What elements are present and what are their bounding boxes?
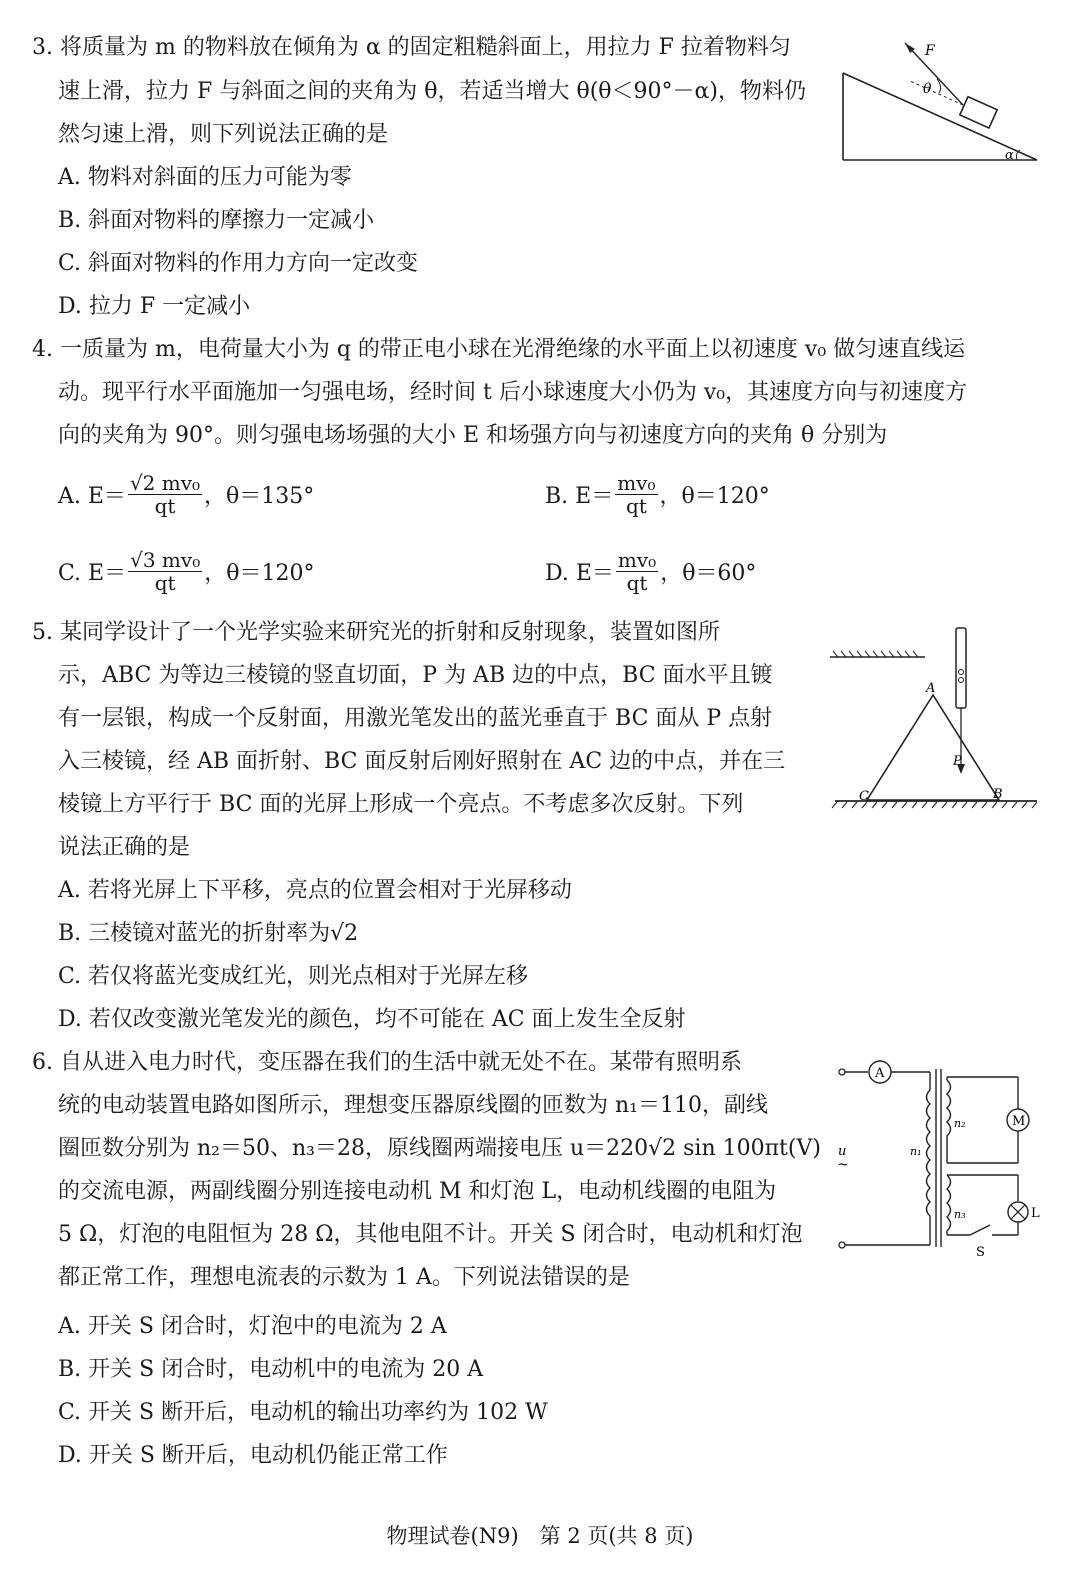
q5-line-5: 棱镜上方平行于 BC 面的光屏上形成一个亮点。不考虑多次反射。下列	[58, 792, 744, 817]
q5-line-3: 有一层银，构成一个反射面，用激光笔发出的蓝光垂直于 BC 面从 P 点射	[58, 706, 773, 731]
q5-line-2: 示，ABC 为等边三棱镜的竖直切面，P 为 AB 边的中点，BC 面水平且镀	[58, 663, 773, 688]
lamp-label: L	[1031, 1206, 1040, 1221]
ac-source-icon: ~	[837, 1157, 849, 1173]
q6-option-b: B. 开关 S 闭合时，电动机中的电流为 20 A	[58, 1357, 484, 1382]
q4-option-c	[58, 549, 314, 594]
q4-option-d-prefix: D. E＝	[545, 561, 614, 586]
q4-option-b-den: qt	[625, 494, 647, 518]
q3-option-b: B. 斜面对物料的摩擦力一定减小	[58, 208, 375, 233]
q4-option-a-fraction	[128, 472, 202, 517]
q4-option-b	[545, 472, 770, 517]
q5-option-a: A. 若将光屏上下平移，亮点的位置会相对于光屏移动	[58, 878, 572, 903]
q4-option-b-num: mv₀	[617, 471, 656, 495]
alpha-label: α	[1005, 148, 1014, 163]
n3-label: n₃	[954, 1208, 966, 1221]
q6-line-2: 统的电动装置电路如图所示，理想变压器原线圈的匝数为 n₁＝110，副线	[58, 1093, 768, 1118]
q3-option-d: D. 拉力 F 一定减小	[58, 294, 251, 319]
q6-line-1: 6. 自从进入电力时代，变压器在我们的生活中就无处不在。某带有照明系	[32, 1050, 742, 1075]
q4-option-d-den: qt	[626, 571, 648, 595]
q4-line-1: 4. 一质量为 m，电荷量大小为 q 的带正电小球在光滑绝缘的水平面上以初速度 v₀ 做匀速直线运	[32, 337, 966, 362]
q4-option-d-fraction	[616, 549, 658, 594]
vertex-c-label: C	[859, 789, 869, 804]
q4-option-b-suffix: ，θ＝120°	[659, 484, 770, 509]
q4-option-c-num: √3 mv₀	[130, 548, 201, 572]
voltage-label: u	[838, 1144, 847, 1159]
q6-line-4: 的交流电源，两副线圈分别连接电动机 M 和灯泡 L，电动机线圈的电阻为	[58, 1179, 777, 1204]
q6-option-a: A. 开关 S 闭合时，灯泡中的电流为 2 A	[58, 1314, 447, 1339]
q4-option-d-num: mv₀	[617, 548, 657, 572]
q5-line-4: 入三棱镜，经 AB 面折射、BC 面反射后刚好照射在 AC 边的中点，并在三	[58, 749, 786, 774]
q4-option-c-prefix: C. E＝	[58, 561, 127, 586]
vertex-b-label: B	[993, 787, 1003, 802]
q4-option-c-suffix: ，θ＝120°	[204, 561, 315, 586]
q4-option-a-den: qt	[154, 494, 176, 518]
q6-option-d: D. 开关 S 断开后，电动机仍能正常工作	[58, 1443, 448, 1468]
switch-label: S	[976, 1245, 985, 1260]
q6-option-c: C. 开关 S 断开后，电动机的输出功率约为 102 W	[58, 1400, 548, 1425]
q4-option-c-den: qt	[154, 571, 176, 595]
switch-icon	[970, 1225, 990, 1235]
q4-option-a	[58, 472, 314, 517]
q4-option-b-fraction	[615, 472, 657, 517]
q4-option-a-prefix: A. E＝	[58, 484, 126, 509]
q4-option-b-prefix: B. E＝	[545, 484, 614, 509]
q4-line-3: 向的夹角为 90°。则匀强电场场强的大小 E 和场强方向与初速度方向的夹角 θ 分别为	[58, 423, 888, 448]
incline-figure	[835, 35, 1045, 165]
q4-option-a-num: √2 mv₀	[129, 471, 201, 495]
ammeter-label: A	[875, 1066, 885, 1081]
point-p-label: P	[953, 754, 962, 769]
q3-option-a: A. 物料对斜面的压力可能为零	[58, 165, 352, 190]
theta-label: θ	[923, 81, 932, 97]
q6-line-5: 5 Ω，灯泡的电阻恒为 28 Ω，其他电阻不计。开关 S 闭合时，电动机和灯泡	[58, 1222, 803, 1247]
transformer-circuit-figure	[830, 1055, 1045, 1265]
q6-line-3: 圈匝数分别为 n₂＝50、n₃＝28，原线圈两端接电压 u＝220√2 sin 100πt(V)	[58, 1136, 821, 1161]
q5-line-1: 5. 某同学设计了一个光学实验来研究光的折射和反射现象，装置如图所	[32, 620, 720, 645]
q4-option-a-suffix: ，θ＝135°	[204, 484, 315, 509]
q4-option-c-fraction	[128, 549, 202, 594]
q4-line-2: 动。现平行水平面施加一匀强电场，经时间 t 后小球速度大小仍为 v₀，其速度方向与初速度方	[58, 380, 968, 405]
vertex-a-label: A	[926, 681, 936, 696]
q5-line-6: 说法正确的是	[58, 835, 191, 860]
q3-line-1: 3. 将质量为 m 的物料放在倾角为 α 的固定粗糙斜面上，用拉力 F 拉着物料匀	[32, 35, 791, 60]
q3-line-3: 然匀速上滑，则下列说法正确的是	[58, 122, 389, 147]
q5-option-c: C. 若仅将蓝光变成红光，则光点相对于光屏左移	[58, 964, 529, 989]
n2-label: n₂	[954, 1117, 966, 1130]
q5-option-b: B. 三棱镜对蓝光的折射率为√2	[58, 921, 359, 946]
n1-label: n₁	[910, 1145, 922, 1158]
motor-label: M	[1012, 1114, 1026, 1129]
q6-line-6: 都正常工作，理想电流表的示数为 1 A。下列说法错误的是	[58, 1265, 630, 1290]
q3-line-2: 速上滑，拉力 F 与斜面之间的夹角为 θ，若适当增大 θ(θ＜90°－α)，物料仍	[58, 79, 806, 104]
q3-option-c: C. 斜面对物料的作用力方向一定改变	[58, 251, 419, 276]
q5-option-d: D. 若仅改变激光笔发光的颜色，均不可能在 AC 面上发生全反射	[58, 1007, 686, 1032]
prism-figure	[825, 620, 1045, 820]
page-footer: 物理试卷(N9) 第 2 页(共 8 页)	[386, 1524, 694, 1548]
q4-option-d	[545, 549, 756, 594]
force-label: F	[925, 43, 935, 59]
q4-option-d-suffix: ，θ＝60°	[660, 561, 757, 586]
